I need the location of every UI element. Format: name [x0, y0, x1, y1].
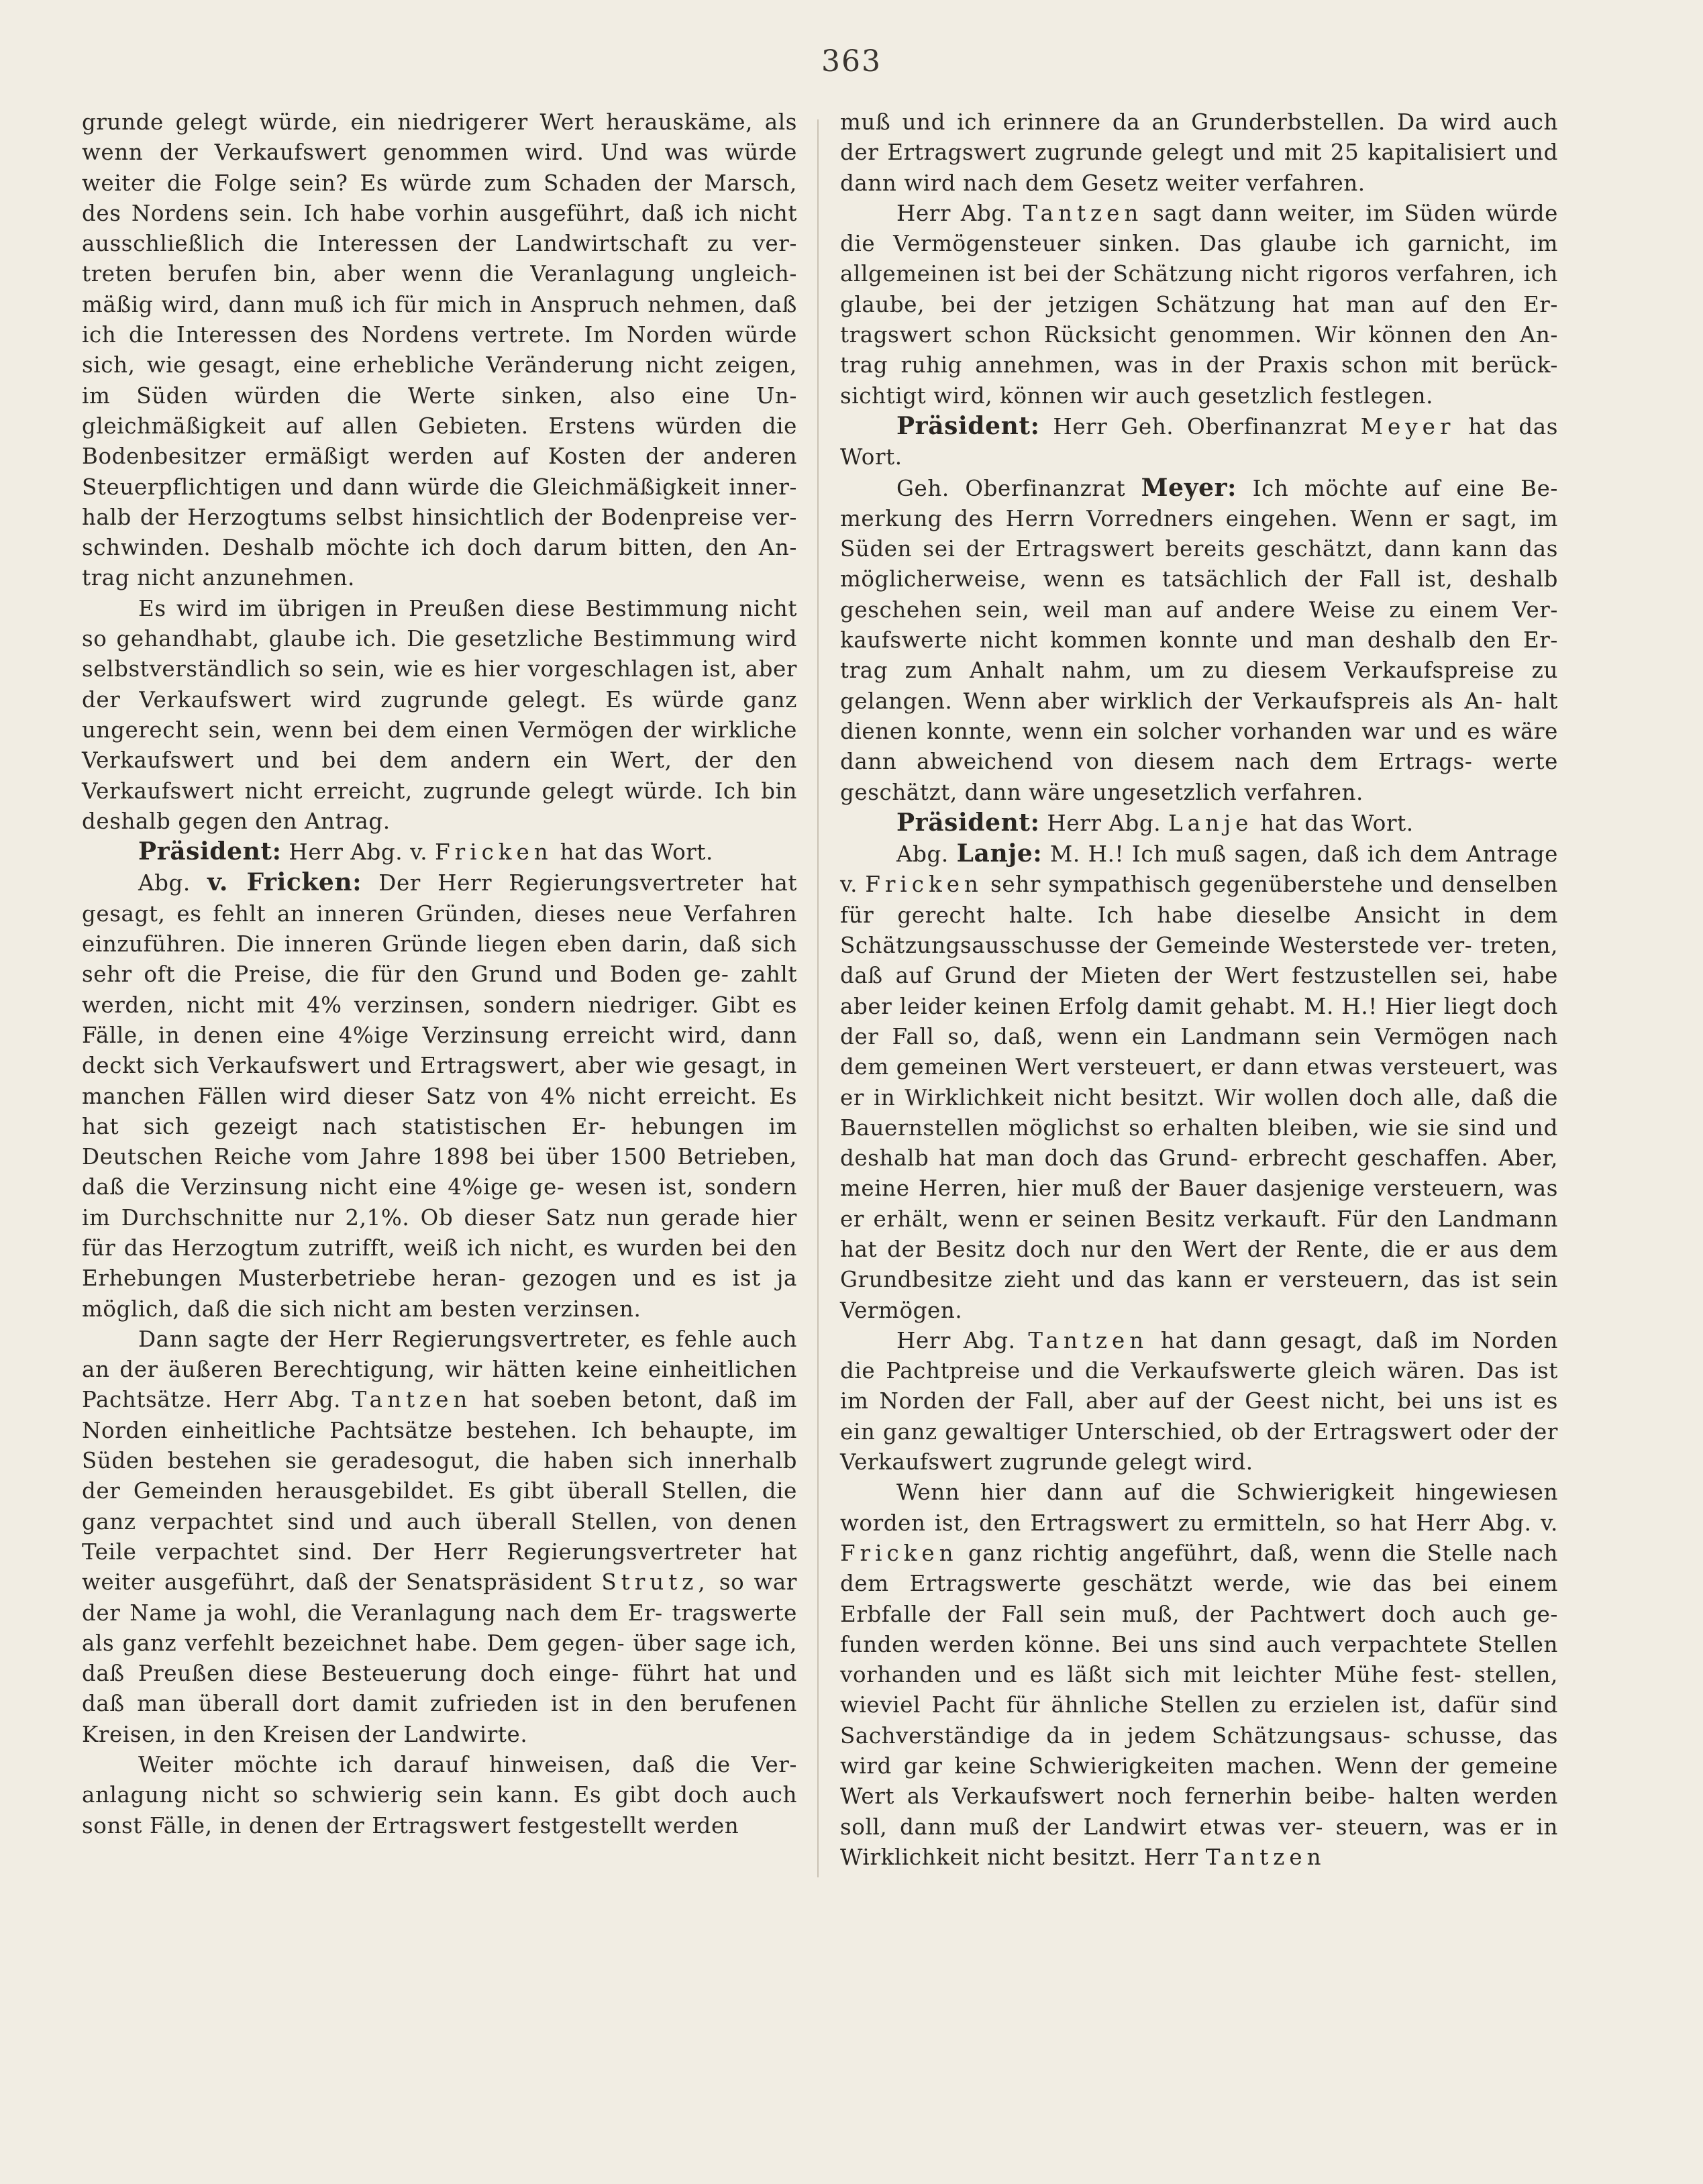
text: hat das Wort.	[1260, 810, 1414, 836]
left-column	[82, 107, 797, 1841]
text: hat das Wort.	[560, 839, 713, 866]
text: Herr Geh. Oberfinanzrat	[1053, 413, 1347, 439]
text: Abg.	[896, 841, 949, 868]
paragraph	[82, 837, 797, 868]
text: Dann sagte der Herr Regierungsvertreter, es fehle auch an der äußeren Berechtigung, wir hätten keine einheitlichen Pachtsätze. Herr Abg.	[82, 1326, 797, 1413]
speaker-name: Strutz,	[601, 1569, 710, 1596]
speaker-name: Fricken	[435, 839, 553, 866]
text: sagt dann weiter, im Süden würde die Vermögensteuer sinken. Das glaube ich garnicht, im allgemeinen ist bei der Schätzung nicht rigoros verfahren, ich glaube, bei der jetzigen Schätzung hat man auf den Er- tragswert schon Rücksicht genommen. Wir können den An- trag ruhig annehmen, was in der Praxis schon mit berück- sichtigt wird, können wir auch gesetzlich festlegen.	[840, 200, 1559, 409]
text: Herr Abg.	[896, 1327, 1016, 1353]
speaker-name: v. Fricken:	[207, 868, 362, 897]
paragraph	[840, 1477, 1558, 1873]
text: M. H.! Ich muß sagen, daß ich dem Antrage v.	[840, 841, 1558, 898]
speaker-label: Präsident:	[896, 808, 1040, 837]
text: so war der Name ja wohl, die Veranlagung nach dem Er- tragswerte als ganz verfehlt bezeichnet habe. Dem gegen- über sage ich, daß Preußen diese Besteuerung doch einge- führt hat und daß man überall dort damit zufrieden ist in den berufenen Kreisen, in den Kreisen der Landwirte.	[82, 1569, 797, 1747]
paragraph	[840, 839, 1558, 1326]
speaker-name: Meyer:	[1141, 473, 1237, 502]
paragraph	[82, 1324, 797, 1750]
text: Geh. Oberfinanzrat	[896, 475, 1126, 501]
speaker-name: Tantzen	[352, 1387, 472, 1413]
text: Herr Abg.	[1047, 810, 1162, 836]
text: Abg.	[138, 870, 191, 896]
speaker-label: Präsident:	[896, 411, 1040, 440]
speaker-label: Präsident:	[138, 837, 282, 866]
speaker-name: Lanje	[1168, 810, 1253, 836]
text: ganz richtig angeführt, daß, wenn die Stelle nach dem Ertragswerte geschätzt werde, wie das bei einem Erbfalle der Fall sein muß, der Pachtwert doch auch ge- funden werden könne. Bei uns sind auch verpachtete Stellen vorhanden und es läßt sich mit leichter Mühe fest- stellen, wieviel Pacht für ähnliche Stellen zu erzielen ist, dafür sind Sachverständige da in jedem Schätzungsaus- schusse, das wird gar keine Schwierigkeiten machen. Wenn der gemeine Wert als Verkaufswert noch fernerhin beibe- halten werden soll, dann muß der Landwirt etwas ver- steuern, was er in Wirklichkeit nicht besitzt. Herr	[840, 1540, 1558, 1870]
text: Ich möchte auf eine Be- merkung des Herrn Vorredners eingehen. Wenn er sagt, im Süden sei der Ertragswert bereits geschätzt, dann kann das möglicherweise, wenn es tatsächlich der Fall ist, deshalb geschehen sein, weil man auf andere Weise zu einem Ver- kaufswerte nicht kommen konnte und man deshalb den Er- trag zum Anhalt nahm, um zu diesem Verkaufspreise zu gelangen. Wenn aber wirklich der Verkaufspreis als An- halt dienen konnte, wenn ein solcher vorhanden war und es wäre dann abweichend von diesem nach dem Ertrags- werte geschätzt, dann wäre ungesetzlich verfahren.	[840, 475, 1558, 805]
speaker-name: Fricken	[840, 1540, 958, 1566]
right-column	[840, 107, 1558, 1873]
page-number: 363	[821, 44, 882, 79]
speaker-name: Lanje:	[956, 839, 1043, 868]
text: Herr Abg.	[896, 200, 1013, 226]
paragraph: grunde gelegt würde, ein niedrigerer Wert herauskäme, als wenn der Verkaufswert genommen wird. Und was würde weiter die Folge sein? Es würde zum Schaden der Marsch, des Nordens sein. Ich habe vorhin ausgeführt, daß ich nicht ausschließlich die Interessen der Landwirtschaft zu ver- treten berufen bin, aber wenn die Veranlagung ungleich- mäßig wird, dann muß ich für mich in Anspruch nehmen, daß ich die Interessen des Nordens vertrete. Im Norden würde sich, wie gesagt, eine erhebliche Veränderung nicht zeigen, im Süden würden die Werte sinken, also eine Un- gleichmäßigkeit auf allen Gebieten. Erstens würden die Bodenbesitzer ermäßigt werden auf Kosten der anderen Steuerpflichtigen und dann würde die Gleichmäßigkeit inner- halb der Herzogtums selbst hinsichtlich der Bodenpreise ver- schwinden. Deshalb möchte ich doch darum bitten, den An- trag nicht anzunehmen.	[82, 109, 797, 591]
column-divider	[817, 119, 819, 1877]
speaker-name: Meyer	[1360, 413, 1455, 439]
speaker-name: Tantzen	[1023, 200, 1143, 226]
speaker-name: Tantzen	[1205, 1844, 1326, 1870]
text: hat soeben betont, daß im Norden einheitliche Pachtsätze bestehen. Ich behaupte, im Süden bestehen sie geradesogut, die haben sich innerhalb der Gemeinden herausgebildet. Es gibt überall Stellen, die ganz verpachtet sind und auch überall Stellen, von denen Teile verpachtet sind. Der Herr Regierungsvertreter hat weiter ausgeführt, daß der Senatspräsident	[82, 1387, 797, 1596]
speaker-name: Tantzen	[1028, 1327, 1149, 1353]
paragraph	[840, 199, 1558, 411]
paragraph	[840, 808, 1558, 839]
paragraph: muß und ich erinnere da an Grunderbstellen. Da wird auch der Ertragswert zugrunde gelegt und mit 25 kapitalisiert und dann wird nach dem Gesetz weiter verfahren.	[840, 109, 1558, 196]
text: hat dann gesagt, daß im Norden die Pachtpreise und die Verkaufswerte gleich wären. Das ist im Norden der Fall, aber auf der Geest nicht, bei uns ist es ein ganz gewaltiger Unterschied, ob der Ertragswert oder der Verkaufswert zugrunde gelegt wird.	[840, 1327, 1558, 1475]
paragraph: Weiter möchte ich darauf hinweisen, daß die Ver- anlagung nicht so schwierig sein kann. Es gibt doch auch sonst Fälle, in denen der Ertragswert festgestellt werden	[82, 1752, 797, 1838]
text: Herr Abg. v.	[289, 839, 428, 866]
text: Wenn hier dann auf die Schwierigkeit hingewiesen worden ist, den Ertragswert zu ermitteln, so hat Herr Abg. v.	[840, 1479, 1558, 1536]
text: Der Herr Regierungsvertreter hat gesagt, es fehlt an inneren Gründen, dieses neue Verfahren einzuführen. Die inneren Gründe liegen eben darin, daß sich sehr oft die Preise, die für den Grund und Boden ge- zahlt werden, nicht mit 4% verzinsen, sondern niedriger. Gibt es Fälle, in denen eine 4%ige Verzinsung erreicht wird, dann deckt sich Verkaufswert und Ertragswert, aber wie gesagt, in manchen Fällen wird dieser Satz von 4% nicht erreicht. Es hat sich gezeigt nach statistischen Er- hebungen im Deutschen Reiche vom Jahre 1898 bei über 1500 Betrieben, daß die Verzinsung nicht eine 4%ige ge- wesen ist, sondern im Durchschnitte nur 2,1%. Ob dieser Satz nun gerade hier für das Herzogtum zutrifft, weiß ich nicht, es wurden bei den Erhebungen Musterbetriebe heran- gezogen und es ist ja möglich, daß die sich nicht am besten verzinsen.	[82, 870, 797, 1322]
paragraph	[840, 411, 1558, 473]
text: hat das Wort.	[840, 413, 1558, 470]
paragraph	[82, 868, 797, 1324]
speaker-name: Fricken	[865, 872, 983, 898]
text: sehr sympathisch gegenüberstehe und denselben für gerecht halte. Ich habe dieselbe Ansicht in dem Schätzungsausschusse der Gemeinde Westerstede ver- treten, daß auf Grund der Mieten der Wert festzustellen sei, habe aber leider keinen Erfolg damit gehabt. M. H.! Hier liegt doch der Fall so, daß, wenn ein Landmann sein Vermögen nach dem gemeinen Wert versteuert, er dann etwas versteuert, was er in Wirklichkeit nicht besitzt. Wir wollen doch alle, daß die Bauernstellen möglichst so erhalten bleiben, wie sie sind und deshalb hat man doch das Grund- erbrecht geschaffen. Aber, meine Herren, hier muß der Bauer dasjenige versteuern, was er erhält, wenn er seinen Besitz verkauft. Für den Landmann hat der Besitz doch nur den Wert der Rente, die er aus dem Grundbesitze zieht und das kann er versteuern, das ist sein Vermögen.	[840, 872, 1559, 1323]
paragraph	[840, 473, 1558, 808]
paragraph: Es wird im übrigen in Preußen diese Bestimmung nicht so gehandhabt, glaube ich. Die gesetzliche Bestimmung wird selbstverständlich so sein, wie es hier vorgeschlagen ist, aber der Verkaufswert wird zugrunde gelegt. Es würde ganz ungerecht sein, wenn bei dem einen Vermögen der wirkliche Verkaufswert und bei dem andern ein Wert, der den Verkaufswert nicht erreicht, zugrunde gelegt würde. Ich bin deshalb gegen den Antrag.	[82, 595, 797, 834]
paragraph	[840, 1326, 1558, 1477]
